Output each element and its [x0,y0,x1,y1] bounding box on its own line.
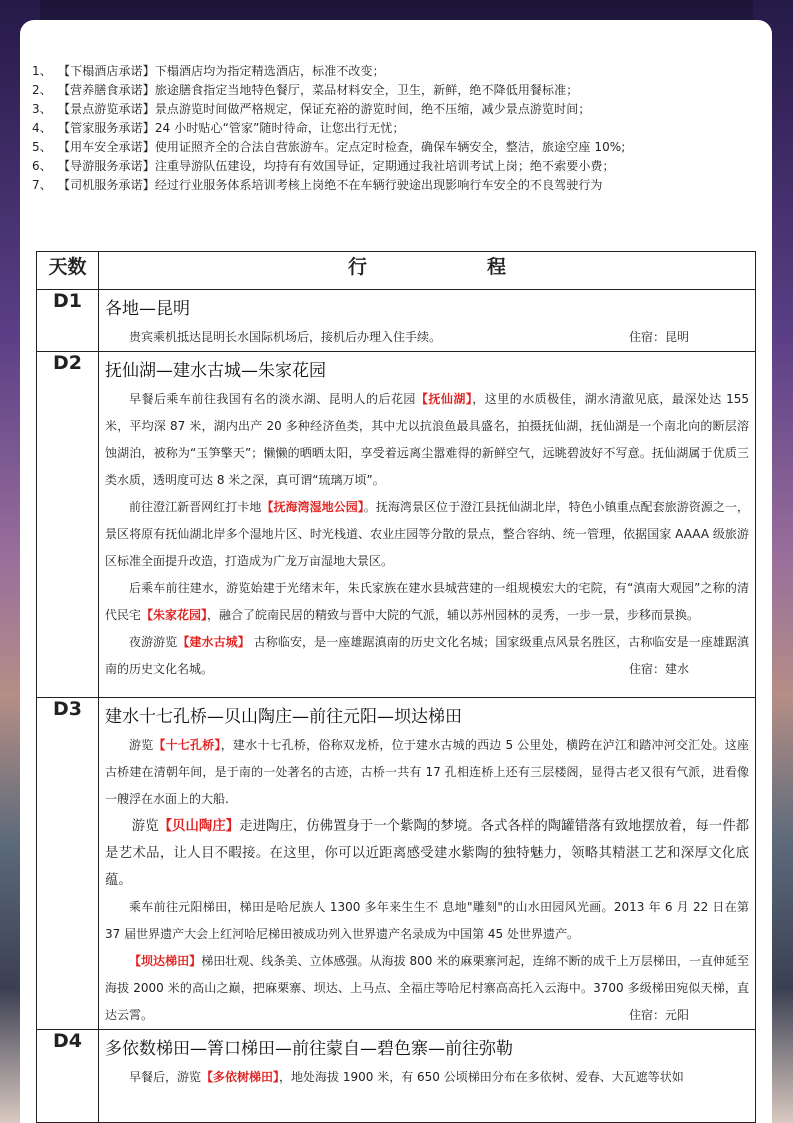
promise-number: 3、 [32,102,52,116]
promise-title: 【景点游览承诺】 [58,102,155,116]
itinerary-paragraph [105,1064,749,1091]
promise-item [32,138,752,157]
promise-title: 【下榻酒店承诺】 [58,64,155,78]
promise-number: 6、 [32,159,52,173]
promise-title: 【导游服务承诺】 [58,159,155,173]
day-label: D1 [37,290,99,352]
highlighted-attraction: 【朱家花园】 [141,608,208,622]
lodging-info: 住宿：昆明 [628,330,689,344]
promise-number: 1、 [32,64,52,78]
promise-number: 2、 [32,83,52,97]
day-content-cell [99,290,756,352]
lodging-info: 住宿：元阳 [628,1008,689,1022]
paragraph-text: 早餐后乘车前往我国有名的淡水湖、昆明人的后花园 [129,392,416,406]
promise-item [32,100,752,119]
highlighted-attraction: 【抚海湾湿地公园】 [261,500,364,514]
promise-text: 24 小时贴心“管家”随时待命，让您出行无忧； [154,121,405,135]
highlighted-attraction: 【十七孔桥】 [153,738,221,752]
paragraph-text: ，这里的水质极佳，湖水清澈见底，最深处达 155 米，平均深 87 米，湖内出产 20 多种经济鱼类，其中尤以抗浪鱼最具盛名，拍摄抚仙湖，抚仙湖是一个南北向的断层溶蚀湖泊，被称为“玉笋擎天”；懒懒的晒晒太阳，享受着远离尘嚣难得的新鲜空气，远眺碧波好不写意。抚仙湖属于优质三类水质，透明度可达 8 米之深，真可谓“琉璃万顷”。 [105,392,749,487]
promise-text: 旅途膳食指定当地特色餐厅，菜品材料安全，卫生，新鲜，绝不降低用餐标准； [154,83,579,97]
paragraph-text: ，地处海拔 1900 米，有 650 公顷梯田分布在多依树、爱春、大瓦遮等状如 [279,1070,684,1084]
highlighted-attraction: 【多依树梯田】 [201,1070,280,1084]
paragraph-text: 走进陶庄，仿佛置身于一个紫陶的梦境。各式各样的陶罐错落有致地摆放着，每一件都是艺术品，让人目不暇接。在这里，你可以近距离感受建水紫陶的独特魅力，领略其精湛工艺和深厚文化底蕴。 [105,819,750,888]
paragraph-text: 。抚海湾景区位于澄江县抚仙湖北岸，特色小镇重点配套旅游资源之一，景区将原有抚仙湖北岸多个湿地片区、时光栈道、农业庄园等分散的景点，整合容纳、统一管理，依据国家 AAAA 级旅游区标准全面提升改造，打造成为广龙万亩湿地大景区。 [105,500,749,568]
day-content-cell [99,352,756,698]
highlighted-attraction: 【贝山陶庄】 [158,819,240,834]
itinerary-table [36,251,756,1123]
itinerary-paragraph [105,813,749,894]
paragraph-text: 夜游游览 [129,635,178,649]
itinerary-header-row [37,252,756,290]
itinerary-row [37,352,756,698]
paragraph-text: ，建水十七孔桥，俗称双龙桥，位于建水古城的西边 5 公里处，横跨在泸江和踏冲河交汇处。这座 古桥建在清朝年间，是于南的一处著名的古迹，古桥一共有 17 孔相连桥上还有三层楼阁，显得古老又很有气派，进看像一艘浮在水面上的大船. [105,738,749,806]
promise-title: 【用车安全承诺】 [58,140,155,154]
paragraph-text: 后乘车前往建水，游览始建于光绪末年，朱氏家族在建水县城营建的一组规模宏大的宅院，有“滇南大观园”之称的清代民宅 [105,581,749,622]
itinerary-paragraph [105,948,749,1029]
promise-item [32,176,752,195]
route-title: 多依数梯田—箐口梯田—前往蒙自—碧色寨—前往弥勒 [105,1039,513,1059]
itinerary-row [37,290,756,352]
itinerary-paragraph [105,575,749,629]
day-label: D4 [37,1030,99,1123]
day-label: D3 [37,698,99,1030]
day-content-cell [99,1030,756,1123]
promise-item [32,119,752,138]
itinerary-row [37,1030,756,1123]
itinerary-paragraph [105,894,749,948]
itinerary-row [37,698,756,1030]
header-day: 天数 [37,252,99,290]
day-content [99,352,755,697]
promise-text: 注重导游队伍建设，均持有有效国导证，定期通过我社培训考试上岗；绝不索要小费； [154,159,615,173]
paragraph-text: 贵宾乘机抵达昆明长水国际机场后，接机后办理入住手续。 [129,330,442,344]
promise-title: 【营养膳食承诺】 [58,83,155,97]
itinerary-paragraph [105,629,749,683]
promise-item [32,157,752,176]
promise-number: 4、 [32,121,52,135]
day-content-cell [99,698,756,1030]
service-promises-list [32,62,752,195]
itinerary-paragraph [105,732,749,813]
route-title: 各地—昆明 [105,299,190,319]
promise-title: 【管家服务承诺】 [58,121,155,135]
header-route-label: 行程 [347,256,626,278]
day-content [99,1030,755,1122]
itinerary-paragraph [105,386,749,494]
highlighted-attraction: 【抚仙湖】 [415,392,473,406]
paragraph-text: 古称临安，是一座雄踞滇南的历史文化名城；国家级重点风景名胜区，古称临安是一座雄踞滇南的历史文化名城。 [105,635,749,676]
itinerary-paragraph [105,324,749,351]
day-label: D2 [37,352,99,698]
highlighted-attraction: 【建水古城】 [177,635,250,649]
lodging-info: 住宿：建水 [628,662,689,676]
paragraph-text: 梯田壮观、线条美、立体感强。从海拔 800 米的麻栗寨河起，连绵不断的成千上万层梯田，一直伸延至海拔 2000 米的高山之巅，把麻栗寨、坝达、上马点、全福庄等哈尼村寨高高托入云海中。3700 多级梯田宛似天梯，直达云霄。 [105,954,749,1022]
promise-number: 7、 [32,178,52,192]
paragraph-text: 乘车前往元阳梯田，梯田是哈尼族人 1300 多年来生生不 息地"雕刻"的山水田园风光画。2013 年 6 月 22 日在第 37 届世界遗产大会上红河哈尼梯田被成功列入世界遗产名录成为中国第 45 处世界遗产。 [105,900,749,941]
paragraph-text: 游览 [129,738,154,752]
day-content [99,698,755,1022]
document-page [20,20,772,1123]
paragraph-text: ，融合了皖南民居的精致与晋中大院的气派，辅以苏州园林的灵秀，一步一景，步移而景换。 [207,608,700,622]
header-route [99,252,756,290]
promise-item [32,81,752,100]
promise-number: 5、 [32,140,52,154]
paragraph-text: 游览 [131,819,159,834]
promise-text: 下榻酒店均为指定精选酒店，标准不改变； [154,64,385,78]
route-title: 抚仙湖—建水古城—朱家花园 [105,361,326,381]
highlighted-attraction: 【坝达梯田】 [129,954,202,968]
promise-text: 经过行业服务体系培训考核上岗绝不在车辆行驶途出现影响行车安全的不良驾驶行为 [154,178,603,192]
paragraph-text: 早餐后，游览 [129,1070,202,1084]
promise-title: 【司机服务承诺】 [58,178,155,192]
paragraph-text: 前往澄江新晋网红打卡地 [129,500,262,514]
route-title: 建水十七孔桥—贝山陶庄—前往元阳—坝达梯田 [105,707,462,727]
promise-text: 使用证照齐全的合法自营旅游车。定点定时检查，确保车辆安全，整洁，旅途空座 10%; [154,140,626,154]
promise-item [32,62,752,81]
promise-text: 景点游览时间做严格规定，保证充裕的游览时间，绝不压缩，减少景点游览时间； [154,102,591,116]
day-content [99,290,755,348]
itinerary-paragraph [105,494,749,575]
